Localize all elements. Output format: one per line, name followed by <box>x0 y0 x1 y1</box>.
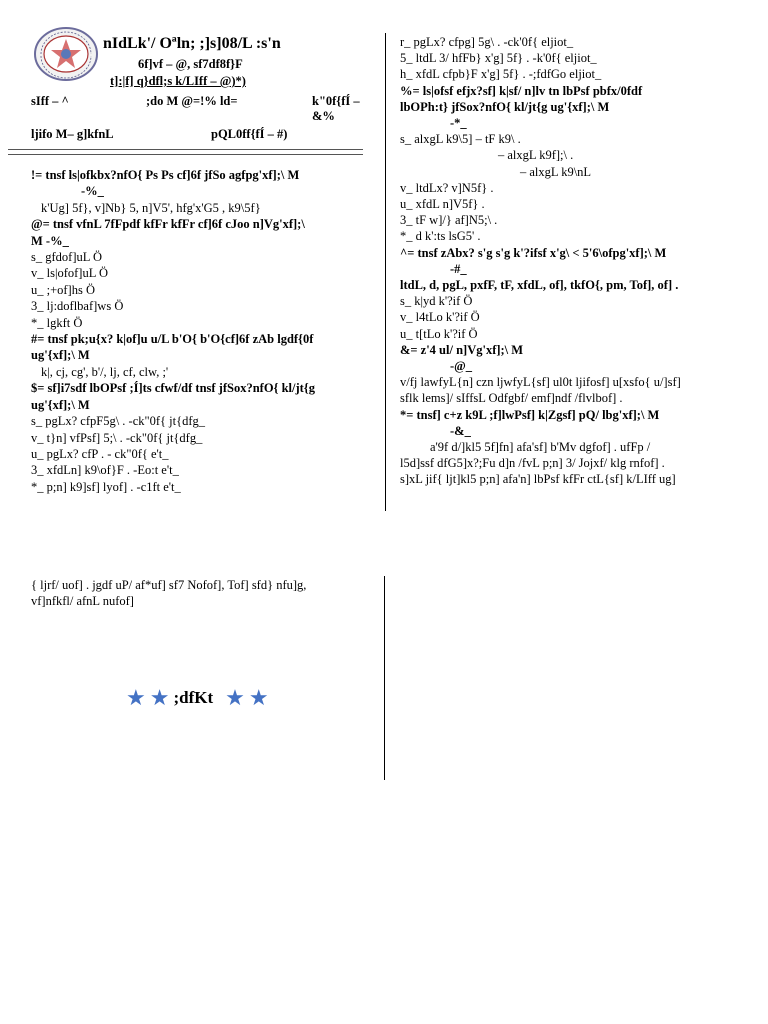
question-line: v_ ls|ofof]uL Ö <box>31 266 109 281</box>
exam-name: t]:|f] q}dfl;s k/LIff – @)*) <box>110 74 246 88</box>
star-icon: ★ <box>225 685 245 710</box>
passage-line: vf]nfkfl/ afnL nufof] <box>31 594 134 608</box>
question-line: s_ k|yd k'?if Ö <box>400 294 473 309</box>
end-label: ;dfKt <box>173 688 214 707</box>
full-marks: k"0f{fÍ – &% <box>312 94 360 123</box>
school-logo <box>33 26 99 82</box>
question-line: *= tnsf] c+z k9L ;f]lwPsf] k|Zgsf] pQ/ lbg'xf];\ M <box>400 407 660 422</box>
question-line: u_ pgLx? cfP . - ck"0f{ e't_ <box>31 446 169 461</box>
question-line: *_ d k':ts lsG5' . <box>400 229 481 244</box>
question-line: *_ lgkft Ö <box>31 315 83 330</box>
question-line: 5_ ltdL 3/ hfFb} x'g] 5f} . -k'0f{ eljiot_ <box>400 51 597 66</box>
question-line: s_ pgLx? cfpF5g\ . -ck"0f{ jt{dfg_ <box>31 414 206 429</box>
question-line: 3_ tF w]/} af]N5;\ . <box>400 213 498 228</box>
question-line: ^= tnsf zAbx? s'g s'g k'?ifsf x'g\ < 5'6\ofpg'xf];\ M <box>400 245 667 260</box>
question-line: v/fj lawfyL{n] czn ljwfyL{sf] ul0t ljifosf] u[xsfo{ u/]sf] <box>400 375 681 390</box>
question-line: ltdL, d, pgL, pxfF, tF, xfdL, of], tkfO{, pm, Tof], of] . <box>400 278 679 293</box>
question-line: lbOPh:t} jfSox?nfO{ kl/jt{g ug'{xf];\ M <box>400 99 610 114</box>
right-column <box>400 34 681 488</box>
question-line: u_ ;+of]hs Ö <box>31 282 95 297</box>
end-marker <box>126 687 269 709</box>
question-line: -#_ <box>450 261 467 276</box>
question-line: r_ pgLx? cfpg] 5g\ . -ck'0f{ eljiot_ <box>400 35 574 49</box>
subject-info: ljifo M– g]kfnL <box>31 127 114 141</box>
question-line: a'9f d/]kl5 5f]fn] afa'sf] b'Mv dgfof] . ufFp / <box>430 440 651 455</box>
question-line: k|, cj, cg', b'/, lj, cf, clw, ;' <box>41 364 169 379</box>
question-line: s_ alxgL k9\5] – tF k9\ . <box>400 132 521 147</box>
question-line: &= z'4 ul/ n]Vg'xf];\ M <box>400 342 524 357</box>
column-divider <box>385 33 386 511</box>
question-line: %= ls|ofsf efjx?sf] k|sf/ n]lv tn lbPsf pbfx/0fdf <box>400 83 643 98</box>
question-line: – alxgL k9f];\ . <box>498 148 574 163</box>
question-line: k'Ug] 5f}, v]Nb} 5, n]V5', hfg'x'G5 , k9\5f} <box>41 200 261 215</box>
question-line: u_ t[tLo k'?if Ö <box>400 326 478 341</box>
question-line: 3_ xfdLn] k9\of}F . -Eo:t e't_ <box>31 463 179 478</box>
header-divider-bottom <box>8 154 363 155</box>
school-address: 6f]vf – @, sf7df8f}F <box>138 57 243 71</box>
question-line: v_ ltdLx? v]N5f} . <box>400 180 494 195</box>
passage-continuation <box>31 577 306 609</box>
question-line: != tnsf ls|ofkbx?nfO{ Ps Ps cf]6f jfSo agfpg'xf];\ M <box>31 168 300 182</box>
question-line: sflk lems]/ sIffsL Odfgbf/ emf]ndf /flvlbof] . <box>400 391 623 406</box>
question-line: @= tnsf vfnL 7fFpdf kfFr kfFr cf]6f cJoo n]Vg'xf];\ <box>31 217 305 232</box>
question-line: *_ p;n] k9]sf] lyof] . -c1ft e't_ <box>31 479 181 494</box>
question-line: s]xL jif{ ljt]kl5 p;n] afa'n] lbPsf kfFr ctL{sf] k/LIff ug] <box>400 472 676 487</box>
time-info: ;do M @=!% ld= <box>146 94 238 108</box>
question-line: -@_ <box>450 359 473 374</box>
star-icon: ★ <box>248 685 269 710</box>
question-line: -*_ <box>450 116 467 131</box>
school-title: nIdLk'/ Oªln; ;]s]08/L :s'n <box>103 35 281 52</box>
question-line: ug'{xf];\ M <box>31 348 90 363</box>
question-line: 3_ lj:doflbaf]ws Ö <box>31 299 124 314</box>
question-line: #= tnsf pk;u{x? k|of]u u/L b'O{ b'O{cf]6f zAb lgdf{0f <box>31 332 314 347</box>
question-line: -&_ <box>450 423 471 438</box>
question-line: l5d]ssf dfG5]x?;Fu d]n /fvL p;n] 3/ Jojxf/ klg rnfof] . <box>400 456 665 471</box>
pass-marks: pQL0ff{fÍ – #) <box>211 127 288 141</box>
left-column <box>31 167 315 495</box>
class-info: sIff – ^ <box>31 94 69 108</box>
question-line: -%_ <box>81 184 104 199</box>
question-line: u_ xfdL n]V5f} . <box>400 197 485 212</box>
question-line: v_ t}n] vfPsf] 5;\ . -ck"0f{ jt{dfg_ <box>31 430 203 445</box>
question-line: s_ gfdof]uL Ö <box>31 250 103 265</box>
question-line: ug'{xf];\ M <box>31 397 90 412</box>
question-line: h_ xfdL cfpb}F x'g] 5f} . -;fdfGo eljiot_ <box>400 67 602 82</box>
header-divider-top <box>8 149 363 150</box>
question-line: – alxgL k9\nL <box>520 164 592 179</box>
star-icon: ★ <box>149 685 170 710</box>
lower-column-divider <box>384 576 385 780</box>
star-icon: ★ <box>126 685 146 710</box>
question-line: M -%_ <box>31 233 69 248</box>
passage-line: { ljrf/ uof] . jgdf uP/ af*uf] sf7 Nofof], Tof] sfd} nfu]g, <box>31 578 307 592</box>
question-line: $= sf]i7sdf lbOPsf ;Í]ts cfwf/df tnsf jfSox?nfO{ kl/jt{g <box>31 381 315 396</box>
question-line: v_ l4tLo k'?if Ö <box>400 310 480 325</box>
